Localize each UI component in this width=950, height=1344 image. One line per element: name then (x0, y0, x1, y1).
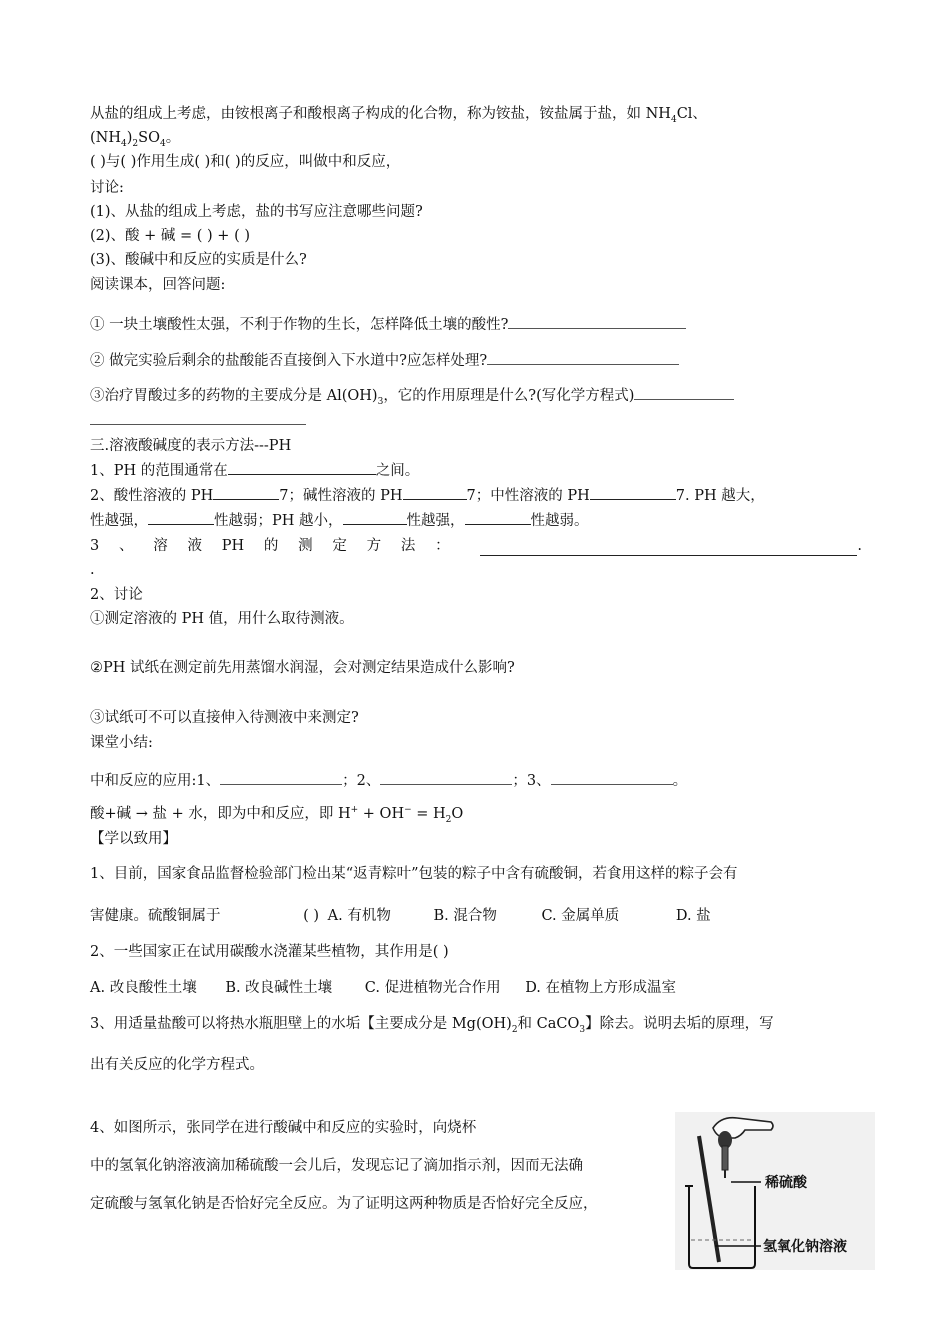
superscript: − (404, 805, 412, 816)
option-c[interactable]: C. 金属单质 (541, 908, 620, 924)
option-d[interactable]: D. 盐 (675, 908, 711, 924)
blank[interactable] (148, 510, 214, 525)
summary-equation (90, 804, 463, 824)
text: 之间。 (375, 463, 420, 479)
text: 7；碱性溶液的 PH (279, 488, 403, 504)
beaker-illustration (675, 1112, 875, 1270)
practice-q2: 2、一些国家正在试用碳酸水浇灌某些植物，其作用是( ) (90, 944, 449, 960)
answer-line[interactable] (90, 410, 306, 425)
practice-q3-line-1 (90, 1014, 774, 1034)
spaced-char: 法 (400, 538, 416, 554)
intro-line-1 (90, 104, 707, 124)
option-a[interactable]: A. 改良酸性土壤 (90, 980, 197, 996)
text: 性越强， (406, 513, 465, 529)
subscript: 2 (511, 1024, 518, 1035)
option-b[interactable]: B. 改良碱性土壤 (225, 980, 333, 996)
text: (NH (90, 130, 121, 146)
discussion-2-q2: ②PH 试纸在测定前先用蒸馏水润湿，会对测定结果造成什么影响? (90, 660, 515, 676)
label-acid: 稀硫酸 (765, 1175, 807, 1191)
blank[interactable] (551, 770, 673, 785)
intro-line-2 (90, 128, 180, 148)
blank[interactable] (465, 510, 531, 525)
label-base: 氢氧化钠溶液 (763, 1239, 847, 1255)
intro-line-3: ( )与( )作用生成( )和( )的反应，叫做中和反应， (90, 154, 401, 170)
spaced-char: 溶 (153, 538, 168, 554)
subscript: 4 (670, 114, 677, 125)
text: O (451, 806, 464, 822)
blank[interactable] (220, 770, 342, 785)
text: 1、PH 的范围通常在 (90, 463, 228, 479)
practice-q2-options (90, 978, 676, 998)
text: ，它的作用原理是什么?(写化学方程式) (383, 388, 635, 404)
blank[interactable] (380, 770, 512, 785)
text: ② 做完实验后剩余的盐酸能否直接倒入下水道中?应怎样处理? (90, 353, 488, 369)
text: 3、用适量盐酸可以将热水瓶胆壁上的水垢【主要成分是 Mg(OH) (90, 1016, 512, 1032)
discussion-q1: (1)、从盐的组成上考虑，盐的书写应注意哪些问题? (90, 204, 423, 220)
reading-q3 (90, 385, 734, 406)
spaced-char: ： (435, 538, 450, 554)
reading-title: 阅读课本，回答问题: (90, 277, 226, 293)
answer-line[interactable] (634, 385, 734, 400)
discussion-2-q3: ③试纸可不可以直接伸入待测液中来测定? (90, 710, 359, 726)
text: 和 CaCO (517, 1016, 580, 1032)
text: 中和反应的应用:1、 (90, 773, 221, 789)
subscript: 4 (159, 138, 166, 149)
practice-q4-line-2: 中的氢氧化钠溶液滴加稀硫酸一会儿后，发现忘记了滴加指示剂，因而无法确 (90, 1158, 583, 1174)
answer-bracket[interactable]: ( ) (303, 908, 320, 924)
text: 性越弱；PH 越小， (214, 513, 343, 529)
text: 。 (165, 130, 181, 146)
text: ；3、 (512, 773, 551, 789)
answer-line[interactable] (487, 350, 679, 365)
text: 。 (672, 773, 688, 789)
ph-method-line (90, 536, 862, 556)
spaced-char: PH (221, 538, 245, 554)
option-a[interactable]: A. 有机物 (327, 908, 391, 924)
option-d[interactable]: D. 在植物上方形成温室 (525, 980, 677, 996)
dropper-tube (722, 1146, 728, 1170)
blank[interactable] (213, 485, 279, 500)
spaced-char: 定 (332, 538, 347, 554)
spaced-char: 液 (187, 538, 202, 554)
text: SO (138, 130, 160, 146)
summary-applications (90, 770, 687, 791)
text: 2、酸性溶液的 PH (90, 488, 214, 504)
discussion-title: 讨论: (90, 180, 124, 196)
superscript: + (350, 805, 359, 816)
spaced-char: 方 (366, 538, 382, 554)
discussion-2-q1: ①测定溶液的 PH 值，用什么取待测液。 (90, 611, 354, 627)
text: 性越强， (90, 513, 148, 529)
option-c[interactable]: C. 促进植物光合作用 (364, 980, 501, 996)
answer-line[interactable] (508, 314, 686, 329)
spaced-char: 、 (118, 538, 134, 554)
text: ) (126, 130, 133, 146)
section-3-title: 三.溶液酸碱度的表示方法---PH (90, 438, 292, 454)
reading-q1 (90, 314, 686, 335)
text: Cl、 (676, 106, 707, 122)
practice-q3-line-2: 出有关反应的化学方程式。 (90, 1057, 264, 1073)
text: ① 一块土壤酸性太强，不利于作物的生长，怎样降低土壤的酸性? (90, 317, 509, 333)
practice-q4-line-3: 定硫酸与氢氧化钠是否恰好完全反应。为了证明这两种物质是否恰好完全反应， (90, 1196, 598, 1212)
subscript: 3 (377, 396, 384, 407)
discussion-2-title: 2、讨论 (90, 587, 143, 603)
spaced-char: 测 (298, 538, 313, 554)
text: . (857, 538, 862, 554)
blank[interactable] (590, 485, 676, 500)
practice-q1-line-2 (90, 906, 711, 926)
stray-period: . (90, 562, 95, 578)
practice-q1-line-1: 1、目前，国家食品监督检验部门检出某“返青粽叶”包装的粽子中含有硫酸铜，若食用这样的粽子会有 (90, 866, 738, 882)
subscript: 4 (121, 138, 127, 149)
text: ；2、 (342, 773, 381, 789)
discussion-q3: (3)、酸碱中和反应的实质是什么? (90, 252, 307, 268)
ph-strength-line (90, 510, 589, 531)
subscript: 3 (579, 1024, 586, 1035)
option-b[interactable]: B. 混合物 (433, 908, 497, 924)
subscript: 2 (445, 814, 452, 825)
text: 害健康。硫酸铜属于 (90, 908, 221, 924)
text: = H (411, 806, 446, 822)
practice-title: 【学以致用】 (90, 831, 177, 847)
text: + OH (358, 806, 405, 822)
text: 酸+碱 → 盐 + 水，即为中和反应，即 H (90, 806, 351, 822)
subscript: 2 (132, 138, 139, 149)
blank[interactable] (343, 510, 407, 525)
text: 从盐的组成上考虑，由铵根离子和酸根离子构成的化合物，称为铵盐，铵盐属于盐，如 NH (90, 106, 671, 122)
text: 】除去。说明去垢的原理，写 (585, 1016, 774, 1032)
spaced-char: 的 (263, 538, 279, 554)
blank[interactable] (228, 460, 376, 475)
spaced-char: 3 (90, 538, 100, 554)
blank[interactable] (480, 541, 858, 556)
blank[interactable] (403, 485, 467, 500)
text: 7. PH 越大， (675, 488, 765, 504)
reading-q2 (90, 350, 679, 371)
practice-q4-line-1: 4、如图所示，张同学在进行酸碱中和反应的实验时，向烧杯 (90, 1120, 477, 1136)
summary-title: 课堂小结: (90, 735, 153, 751)
experiment-figure (675, 1112, 875, 1270)
text: 性越弱。 (530, 513, 589, 529)
spaced-text (90, 536, 450, 556)
text: 7；中性溶液的 PH (466, 488, 590, 504)
ph-values-line (90, 485, 765, 506)
reading-q3-continued (90, 410, 306, 431)
text: ③治疗胃酸过多的药物的主要成分是 Al(OH) (90, 388, 378, 404)
ph-range-line (90, 460, 419, 481)
discussion-q2: (2)、酸 + 碱 = ( ) + ( ) (90, 228, 250, 244)
